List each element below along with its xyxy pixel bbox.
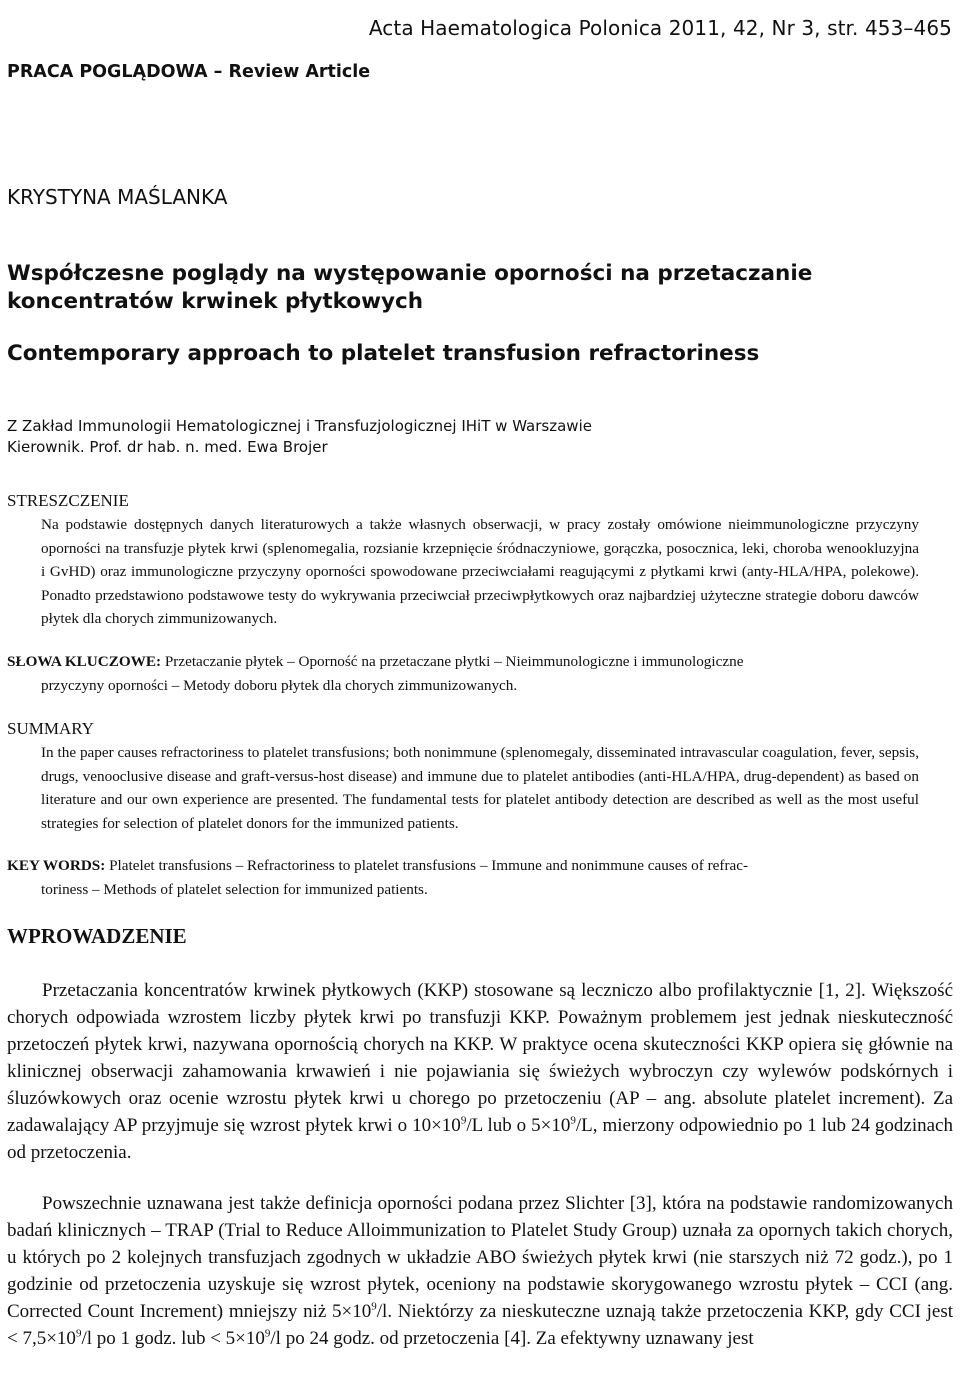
keywords-line2-en: toriness – Methods of platelet selection for immunized patients. [41, 880, 428, 898]
p1-text-a: Przetaczania koncentratów krwinek płytkowych (KKP) stosowane są leczniczo albo profilaktycznie [1, 2]. Większość chorych odpowiada wzrostem liczby płytek krwi po transfuzji KKP. Poważnym problemem jest jednak nieskuteczność przetoczeń płytek krwi, nazywana opornością chorych na KKP. W praktyce ocena skuteczności KKP opiera się głównie na klinicznej obserwacji zahamowania krwawień i nie pojawiania się świeżych wybroczyn czy wylewów podskórnych i śluzówkowych oraz ocenie wzrostu płytek krwi u chorego po przetoczeniu (AP – ang. absolute platelet increment). Za zadawalający AP przyjmuje się wzrost płytek krwi o 10×10 [7, 980, 953, 1136]
p1-sup-2: 9 [570, 1114, 576, 1127]
streszczenie-keywords [7, 650, 919, 697]
p2-text-b: /l. Niektórzy za nieskuteczne uznają także przetoczenia KKP, gdy CCI jest < 7,5×10 [7, 1301, 953, 1349]
p2-sup-1: 9 [371, 1300, 377, 1313]
affiliation-institution: Z Zakład Immunologii Hematologicznej i Transfuzjologicznej IHiT w Warszawie [7, 417, 592, 435]
title-english: Contemporary approach to platelet transfusion refractoriness [7, 341, 760, 366]
p2-text-c: /l po 1 godz. lub < 5×10 [81, 1328, 265, 1349]
keywords-label-pl: SŁOWA KLUCZOWE: [7, 653, 162, 670]
summary-text: In the paper causes refractoriness to platelet transfusions; both nonimmune (splenomegaly, disseminated intravascular coagulation, fever, sepsis, drugs, venooclusive disease and graft-versus-host disease) and immune due to platelet antibodies (anti-HLA/HPA, drug-dependent) as based on literature and our own experience are presented. The fundamental tests for platelet antibody detection are described as well as the most useful strategies for selection of platelet donors for the immunized patients. [41, 744, 919, 832]
article-type: PRACA POGLĄDOWA – Review Article [7, 62, 371, 82]
keywords-line1-en: Platelet transfusions – Refractoriness to platelet transfusions – Immune and nonimmune causes of refrac- [109, 857, 749, 874]
p1-text-c: /L, mierzony odpowiednio po 1 lub 24 godzinach od przetoczenia. [7, 1115, 953, 1163]
keywords-line1-pl: Przetaczanie płytek – Oporność na przetaczane płytki – Nieimmunologiczne i immunologiczne [164, 653, 744, 670]
p1-sup-1: 9 [460, 1114, 467, 1127]
intro-paragraph-2 [7, 1190, 953, 1352]
affiliation-head: Kierownik. Prof. dr hab. n. med. Ewa Brojer [7, 438, 328, 456]
affiliation [7, 416, 592, 458]
summary-keywords [7, 854, 919, 901]
title-polish: Współczesne poglądy na występowanie oporności na przetaczanie koncentratów krwinek płytkowych [7, 261, 813, 314]
intro-paragraph-1 [7, 977, 953, 1166]
p2-sup-2: 9 [75, 1327, 82, 1340]
streszczenie-text: Na podstawie dostępnych danych literaturowych a także własnych obserwacji, w pracy zostały omówione nieimmunologiczne przyczyny oporności na transfuzje płytek krwi (splenomegalia, rozsianie krzepnięcie śródnaczyniowe, gorączka, posocznica, leki, choroba wenookluzyjna i GvHD) oraz immunologiczne przyczyny oporności spowodowane przeciwciałami reagującymi z płytkami krwi (anty-HLA/HPA, polekowe). Ponadto przedstawiono podstawowe testy do wykrywania przeciwciał przeciwpłytkowych oraz najbardziej użyteczne strategie doboru dawców płytek dla chorych zimmunizowanych. [41, 516, 919, 627]
keywords-line2-pl: przyczyny oporności – Metody doboru płytek dla chorych zimmunizowanych. [41, 676, 518, 694]
streszczenie-heading: STRESZCZENIE [7, 491, 129, 510]
intro-heading: WPROWADZENIE [7, 924, 187, 948]
p2-sup-3: 9 [264, 1327, 271, 1340]
p2-text-a: Powszechnie uznawana jest także definicja oporności podana przez Slichter [3], która na podstawie randomizowanych badań klinicznych – TRAP (Trial to Reduce Alloimmunization to Platelet Study Group) uznała za opornych takich chorych, u których po 2 kolejnych transfuzjach zgodnych w układzie ABO świeżych płytek krwi (nie starszych niż 72 godz.), po 1 godzinie od przetoczenia uzyskuje się wzrost płytek, oceniony na podstawie skorygowanego wzrostu płytek – CCI (ang. Corrected Count Increment) mniejszy niż 5×10 [7, 1193, 953, 1322]
p2-text-d: /l po 24 godz. od przetoczenia [4]. Za efektywny uznawany jest [270, 1328, 754, 1349]
p1-text-b: /L lub o 5×10 [466, 1115, 571, 1136]
summary-heading: SUMMARY [7, 719, 94, 738]
journal-citation: Acta Haematologica Polonica 2011, 42, Nr 3, str. 453–465 [368, 16, 952, 40]
keywords-label-en: KEY WORDS: [7, 857, 106, 874]
author-name: KRYSTYNA MAŚLANKA [7, 185, 228, 209]
